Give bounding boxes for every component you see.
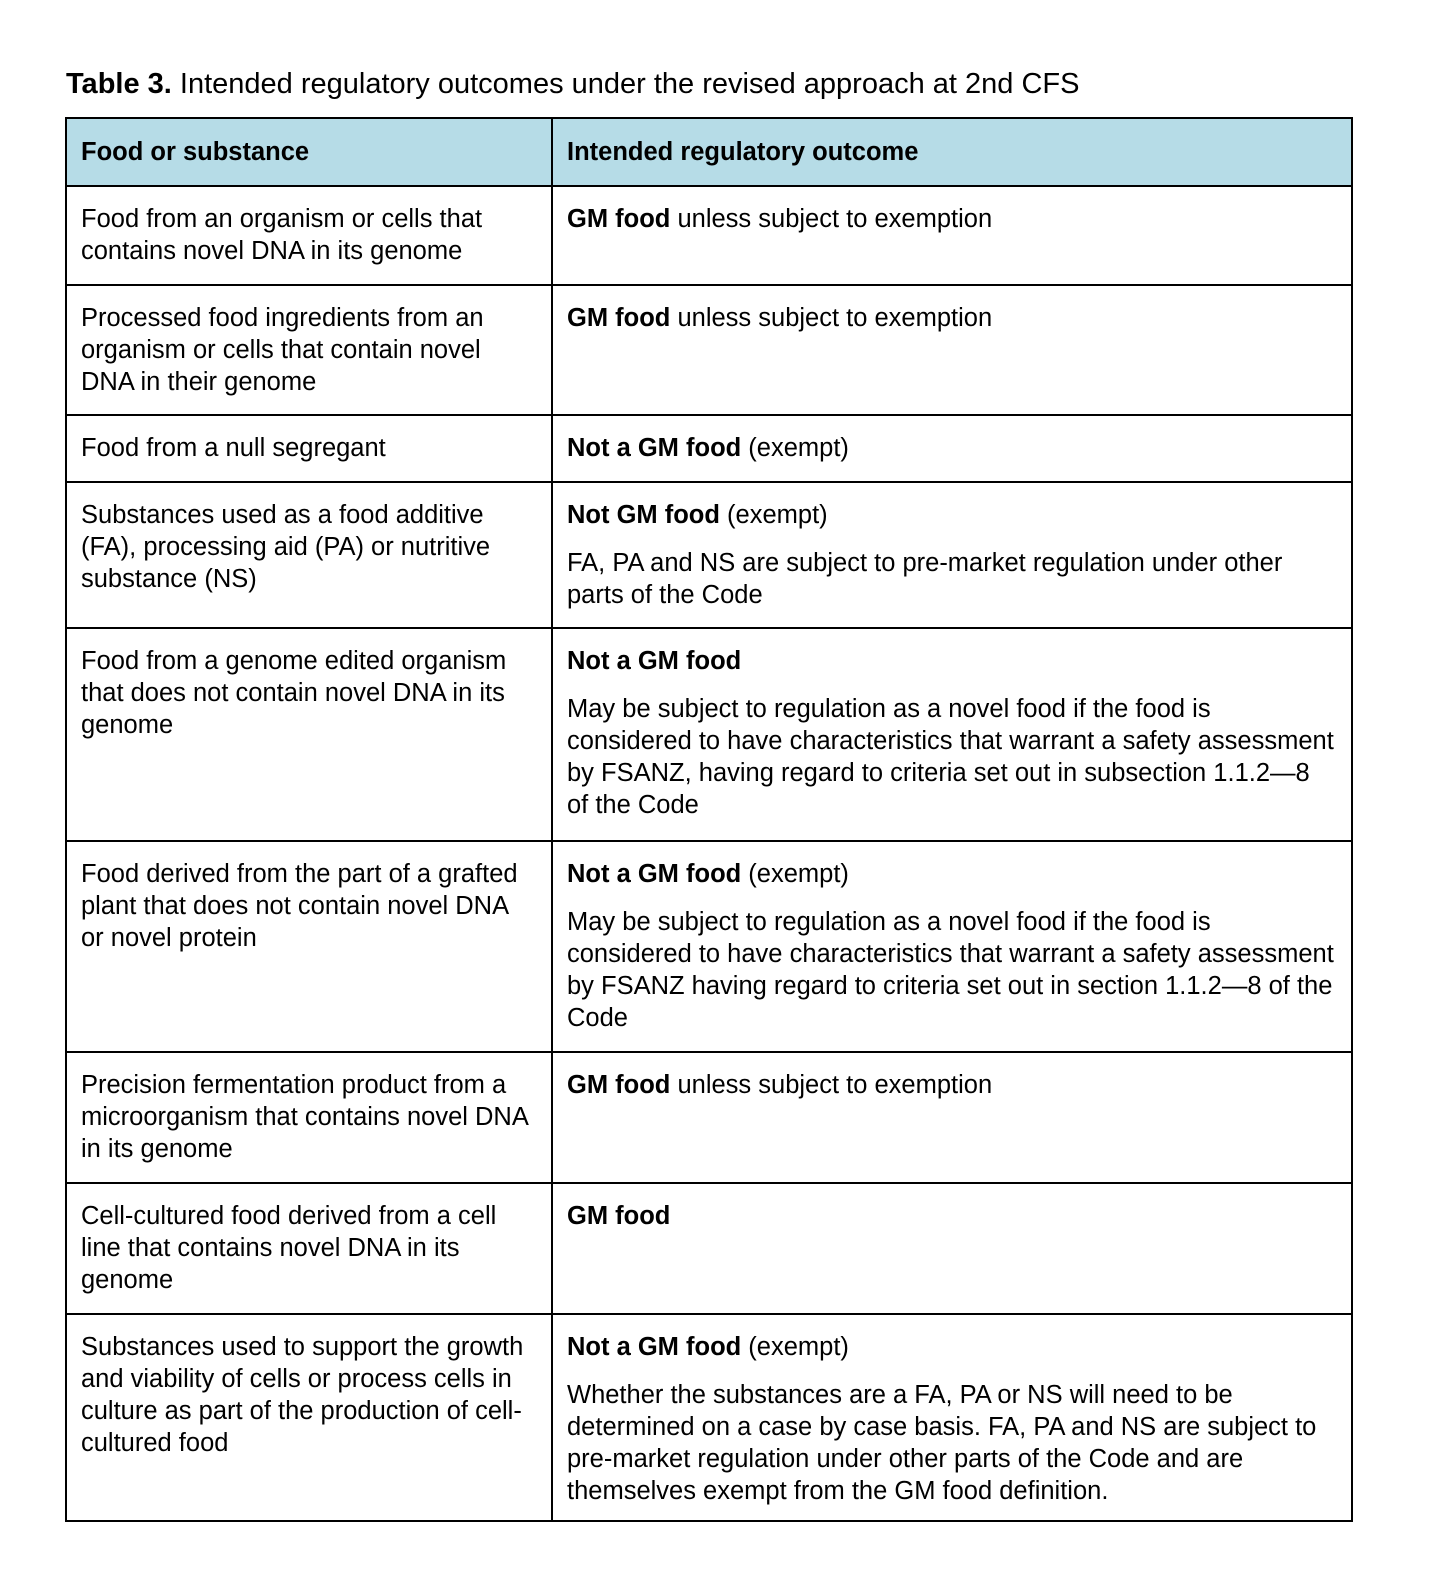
outcome-cell bbox=[552, 285, 1352, 415]
outcome-line bbox=[567, 499, 1337, 531]
outcome-line bbox=[567, 858, 1337, 890]
outcome-qualifier: unless subject to exemption bbox=[670, 205, 993, 233]
outcome-line bbox=[567, 645, 1337, 677]
table-row bbox=[66, 628, 1352, 841]
outcome-cell bbox=[552, 186, 1352, 285]
outcome-note: May be subject to regulation as a novel food if the food is considered to have characteristics that warrant a safety assessment by FSANZ, having regard to criteria set out in subsection 1.1.2—8 of the Code bbox=[567, 695, 1334, 819]
outcome-cell bbox=[552, 1183, 1352, 1314]
outcome-status: GM food bbox=[567, 1071, 671, 1099]
outcome-note: Whether the substances are a FA, PA or NS will need to be determined on a case by case basis. FA, PA and NS are subject to pre-market regulation under other parts of the Code and are themselves exempt from the GM food definition. bbox=[567, 1381, 1317, 1505]
outcome-cell bbox=[552, 415, 1352, 482]
caption-label: Table 3. bbox=[66, 68, 172, 100]
outcome-note: FA, PA and NS are subject to pre-market regulation under other parts of the Code bbox=[567, 549, 1283, 609]
substance-cell: Substances used as a food additive (FA), processing aid (PA) or nutritive substance (NS) bbox=[66, 482, 552, 628]
outcome-cell bbox=[552, 628, 1352, 841]
outcome-cell bbox=[552, 841, 1352, 1052]
outcome-qualifier: (exempt) bbox=[741, 1333, 849, 1361]
outcome-qualifier: unless subject to exemption bbox=[670, 304, 993, 332]
outcome-line bbox=[567, 1200, 1337, 1232]
outcome-status: Not a GM food bbox=[567, 434, 742, 462]
outcome-qualifier: (exempt) bbox=[741, 860, 849, 888]
caption-text: Intended regulatory outcomes under the revised approach at 2nd CFS bbox=[171, 68, 1080, 100]
outcome-qualifier: (exempt) bbox=[719, 501, 828, 529]
outcome-line bbox=[567, 1069, 1337, 1101]
outcome-status: GM food bbox=[567, 1202, 671, 1230]
header-food-or-substance: Food or substance bbox=[66, 118, 552, 186]
table-row bbox=[66, 1183, 1352, 1314]
substance-cell: Food from an organism or cells that contains novel DNA in its genome bbox=[66, 186, 552, 285]
table-caption bbox=[66, 64, 1079, 104]
substance-cell: Processed food ingredients from an organism or cells that contain novel DNA in their genome bbox=[66, 285, 552, 415]
regulatory-outcomes-table bbox=[65, 117, 1353, 1522]
outcome-cell bbox=[552, 482, 1352, 628]
outcome-qualifier: (exempt) bbox=[741, 434, 849, 462]
outcome-status: GM food bbox=[567, 205, 671, 233]
outcome-note: May be subject to regulation as a novel food if the food is considered to have characteristics that warrant a safety assessment by FSANZ having regard to criteria set out in section 1.1.2—8 of the Code bbox=[567, 908, 1334, 1032]
table-header-row bbox=[66, 118, 1352, 186]
header-intended-outcome: Intended regulatory outcome bbox=[552, 118, 1352, 186]
table-row bbox=[66, 482, 1352, 628]
substance-cell: Substances used to support the growth and viability of cells or process cells in culture as part of the production of cell-cultured food bbox=[66, 1314, 552, 1521]
outcome-status: Not GM food bbox=[567, 501, 720, 529]
outcome-line bbox=[567, 1331, 1337, 1363]
outcome-cell bbox=[552, 1052, 1352, 1183]
outcome-status: Not a GM food bbox=[567, 1333, 742, 1361]
outcome-line bbox=[567, 302, 1337, 334]
outcome-qualifier: unless subject to exemption bbox=[670, 1071, 993, 1099]
substance-cell: Cell-cultured food derived from a cell line that contains novel DNA in its genome bbox=[66, 1183, 552, 1314]
substance-cell: Food derived from the part of a grafted plant that does not contain novel DNA or novel protein bbox=[66, 841, 552, 1052]
table-row bbox=[66, 1314, 1352, 1521]
outcome-status: Not a GM food bbox=[567, 860, 742, 888]
table-row bbox=[66, 1052, 1352, 1183]
substance-cell: Food from a genome edited organism that does not contain novel DNA in its genome bbox=[66, 628, 552, 841]
outcome-status: Not a GM food bbox=[567, 647, 742, 675]
outcome-line bbox=[567, 432, 1337, 464]
outcome-status: GM food bbox=[567, 304, 671, 332]
outcome-line bbox=[567, 203, 1337, 235]
table-row bbox=[66, 415, 1352, 482]
substance-cell: Food from a null segregant bbox=[66, 415, 552, 482]
table-row bbox=[66, 285, 1352, 415]
table-row bbox=[66, 186, 1352, 285]
outcome-cell bbox=[552, 1314, 1352, 1521]
substance-cell: Precision fermentation product from a microorganism that contains novel DNA in its genome bbox=[66, 1052, 552, 1183]
table-row bbox=[66, 841, 1352, 1052]
